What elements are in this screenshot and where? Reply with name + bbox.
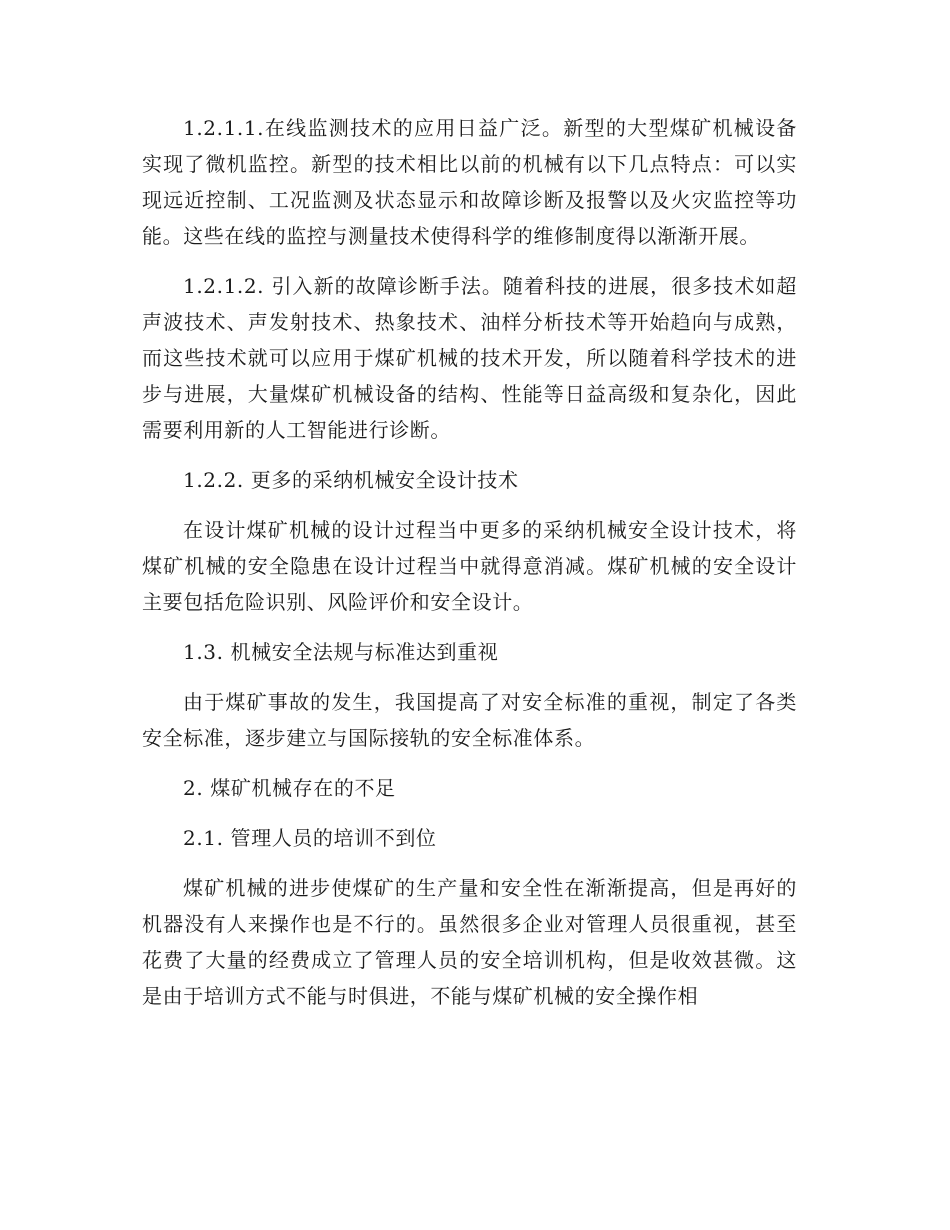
- section-heading-2-1: 2.1. 管理人员的培训不到位: [183, 826, 437, 850]
- section-heading-1-2-2: 1.2.2. 更多的采纳机械安全设计技术: [183, 468, 519, 492]
- document-page: [142, 110, 797, 1028]
- section-heading-2: 2. 煤矿机械存在的不足: [183, 776, 396, 800]
- paragraph-online-monitoring: 1.2.1.1.在线监测技术的应用日益广泛。新型的大型煤矿机械设备实现了微机监控。新型的技术相比以前的机械有以下几点特点：可以实现远近控制、工况监测及状态显示和故障诊断及报警以及火灾监控等功能。这些在线的监控与测量技术使得科学的维修制度得以渐渐开展。: [142, 116, 797, 248]
- paragraph-safety-standards: 由于煤矿事故的发生，我国提高了对安全标准的重视，制定了各类安全标准，逐步建立与国际接轨的安全标准体系。: [142, 690, 797, 750]
- paragraph-fault-diagnosis: 1.2.1.2. 引入新的故障诊断手法。随着科技的进展，很多技术如超声波技术、声发射技术、热象技术、油样分析技术等开始趋向与成熟，而这些技术就可以应用于煤矿机械的技术开发，所以随着科学技术的进步与进展，大量煤矿机械设备的结构、性能等日益高级和复杂化，因此需要利用新的人工智能进行诊断。: [142, 274, 797, 442]
- paragraph-safety-design: 在设计煤矿机械的设计过程当中更多的采纳机械安全设计技术，将煤矿机械的安全隐患在设计过程当中就得意消减。煤矿机械的安全设计主要包括危险识别、风险评价和安全设计。: [142, 518, 797, 614]
- paragraph-training: 煤矿机械的进步使煤矿的生产量和安全性在渐渐提高，但是再好的机器没有人来操作也是不行的。虽然很多企业对管理人员很重视，甚至花费了大量的经费成立了管理人员的安全培训机构，但是收效甚微。这是由于培训方式不能与时俱进，不能与煤矿机械的安全操作相: [142, 876, 797, 1008]
- section-heading-1-3: 1.3. 机械安全法规与标准达到重视: [183, 640, 499, 664]
